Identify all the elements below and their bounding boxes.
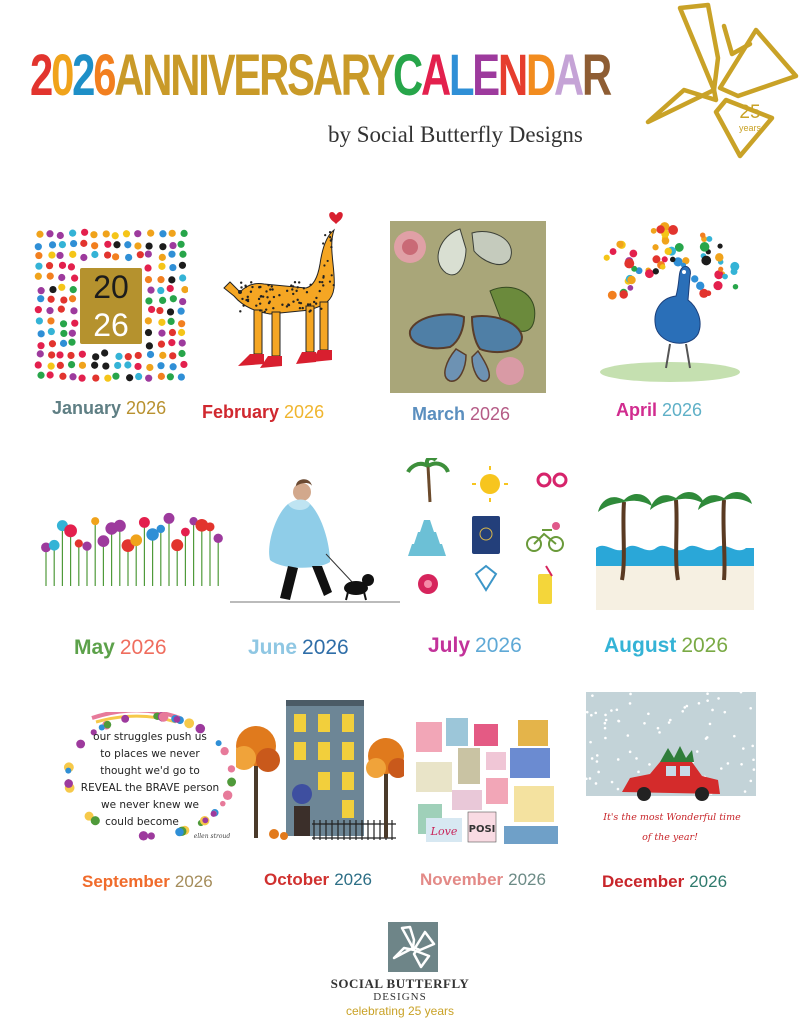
title-part: N bbox=[498, 43, 527, 108]
november-posi-stamp: POSI bbox=[468, 824, 496, 835]
caption-may bbox=[74, 636, 167, 660]
september-quote-5: we never knew we bbox=[101, 799, 199, 811]
title-part: 2 bbox=[72, 43, 94, 108]
caption-august bbox=[604, 634, 728, 658]
caption-month: May bbox=[74, 636, 115, 659]
december-quote-1: It's the most Wonderful time bbox=[603, 812, 741, 823]
april-artwork bbox=[590, 216, 748, 388]
title-part: R bbox=[582, 43, 611, 108]
brand-name: SOCIAL BUTTERFLY bbox=[330, 976, 470, 991]
caption-year: 2026 bbox=[681, 634, 729, 657]
caption-october bbox=[264, 870, 372, 890]
caption-year: 2026 bbox=[334, 870, 373, 889]
caption-year: 2026 bbox=[508, 870, 546, 889]
caption-month: June bbox=[248, 636, 298, 659]
february-artwork bbox=[210, 208, 364, 386]
september-artwork bbox=[62, 712, 238, 842]
caption-january bbox=[52, 398, 166, 419]
title-part: A bbox=[554, 43, 583, 108]
title-part: 2 bbox=[30, 43, 52, 108]
title-part: E bbox=[472, 43, 499, 108]
caption-month: January bbox=[52, 398, 122, 418]
caption-april bbox=[616, 400, 702, 421]
september-quote-4: REVEAL the BRAVE person bbox=[80, 782, 220, 794]
march-artwork bbox=[390, 221, 546, 393]
caption-year: 2026 bbox=[689, 872, 728, 891]
title-part: 0 bbox=[51, 43, 73, 108]
caption-year: 2026 bbox=[284, 402, 325, 422]
badge-number: 25 bbox=[739, 102, 761, 123]
title-part: D bbox=[526, 43, 555, 108]
december-quote-2: of the year! bbox=[642, 832, 698, 843]
caption-month: November bbox=[420, 870, 504, 889]
caption-september bbox=[82, 872, 213, 892]
caption-month: July bbox=[428, 634, 471, 657]
caption-july bbox=[428, 634, 522, 658]
january-tile-top: 20 bbox=[93, 269, 129, 305]
january-tile-bottom: 26 bbox=[93, 307, 129, 343]
june-artwork bbox=[226, 474, 404, 610]
caption-month: March bbox=[412, 404, 466, 424]
caption-year: 2026 bbox=[470, 404, 511, 424]
caption-month: April bbox=[616, 400, 658, 420]
title-part: ANNIVERSARY bbox=[114, 43, 393, 108]
november-love-stamp: Love bbox=[430, 825, 458, 838]
caption-march bbox=[412, 404, 510, 425]
january-artwork bbox=[32, 226, 188, 390]
caption-year: 2026 bbox=[174, 872, 213, 891]
brand-tagline: celebrating 25 years bbox=[345, 1004, 455, 1018]
page-title bbox=[30, 43, 611, 108]
september-quote-6: could become bbox=[105, 816, 179, 828]
july-artwork bbox=[406, 458, 576, 610]
september-quote-2: to places we never bbox=[100, 748, 200, 760]
caption-month: February bbox=[202, 402, 280, 422]
brand-designs: DESIGNS bbox=[373, 991, 427, 1003]
november-artwork bbox=[414, 718, 562, 848]
title-part: L bbox=[448, 43, 473, 108]
caption-month: December bbox=[602, 872, 685, 891]
caption-june bbox=[248, 636, 349, 660]
october-artwork bbox=[236, 698, 404, 844]
title-part: 6 bbox=[93, 43, 115, 108]
caption-november bbox=[420, 870, 546, 890]
september-signature: ellen stroud bbox=[193, 833, 231, 840]
may-artwork bbox=[40, 508, 224, 588]
title-part: C bbox=[392, 43, 421, 108]
caption-year: 2026 bbox=[302, 636, 349, 659]
butterfly-logo bbox=[628, 0, 800, 162]
caption-year: 2026 bbox=[119, 636, 167, 659]
september-quote-1: our struggles push us bbox=[93, 731, 207, 743]
caption-february bbox=[202, 402, 324, 423]
august-artwork bbox=[596, 478, 754, 610]
december-artwork bbox=[586, 692, 756, 860]
byline: by Social Butterfly Designs bbox=[328, 122, 583, 147]
caption-december bbox=[602, 872, 727, 892]
caption-year: 2026 bbox=[126, 398, 167, 418]
caption-year: 2026 bbox=[662, 400, 703, 420]
caption-month: September bbox=[82, 872, 170, 891]
title-part: A bbox=[420, 43, 449, 108]
footer-butterfly-logo bbox=[388, 922, 438, 972]
badge-label: years bbox=[738, 123, 762, 133]
caption-month: August bbox=[604, 634, 677, 657]
caption-month: October bbox=[264, 870, 330, 889]
september-quote-3: thought we'd go to bbox=[100, 765, 200, 777]
caption-year: 2026 bbox=[475, 634, 522, 657]
